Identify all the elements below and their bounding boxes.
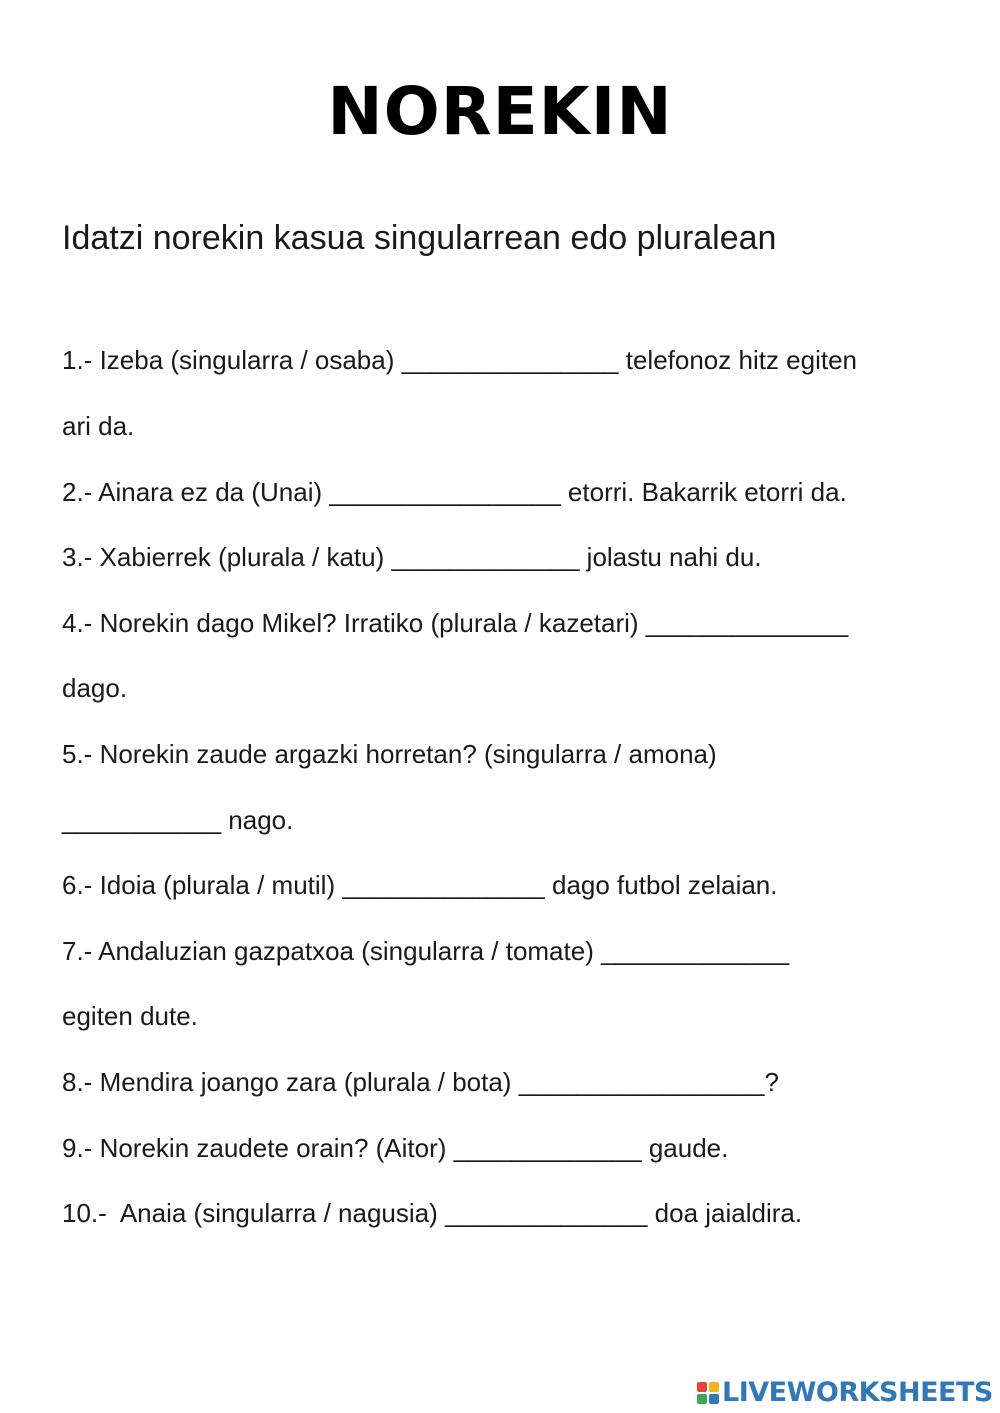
logo-mark-icon <box>697 1382 719 1404</box>
logo-square-red <box>697 1382 707 1392</box>
liveworksheets-logo <box>697 1378 993 1408</box>
instruction-text: Idatzi norekin kasua singularrean edo pluralean <box>62 219 777 257</box>
exercise-line-7-cont: egiten dute. <box>62 1001 198 1031</box>
exercise-line-8: 8.- Mendira joango zara (plurala / bota) _________________? <box>62 1067 779 1097</box>
exercise-line-10: 10.- Anaia (singularra / nagusia) ______________ doa jaialdira. <box>62 1198 803 1228</box>
exercise-line-5-cont: ___________ nago. <box>62 805 294 835</box>
logo-square-blue <box>709 1394 719 1404</box>
exercise-line-3: 3.- Xabierrek (plurala / katu) _____________ jolastu nahi du. <box>62 542 762 572</box>
exercise-line-4-cont: dago. <box>62 673 128 703</box>
exercise-line-2: 2.- Ainara ez da (Unai) ________________ etorri. Bakarrik etorri da. <box>62 477 847 507</box>
logo-square-green <box>697 1394 707 1404</box>
exercise-line-4: 4.- Norekin dago Mikel? Irratiko (plurala / kazetari) ______________ <box>62 608 849 638</box>
exercise-line-9: 9.- Norekin zaudete orain? (Aitor) _____________ gaude. <box>62 1133 729 1163</box>
logo-text: LIVEWORKSHEETS <box>722 1377 993 1408</box>
exercise-line-7: 7.- Andaluzian gazpatxoa (singularra / tomate) _____________ <box>62 936 790 966</box>
exercise-line-1-cont: ari da. <box>62 411 135 441</box>
worksheet-title: NOREKIN <box>327 73 673 150</box>
exercise-line-5: 5.- Norekin zaude argazki horretan? (singularra / amona) <box>62 739 717 769</box>
exercise-line-6: 6.- Idoia (plurala / mutil) ______________ dago futbol zelaian. <box>62 870 778 900</box>
exercise-line-1: 1.- Izeba (singularra / osaba) _______________ telefonoz hitz egiten <box>62 345 858 375</box>
logo-square-yellow <box>709 1382 719 1392</box>
